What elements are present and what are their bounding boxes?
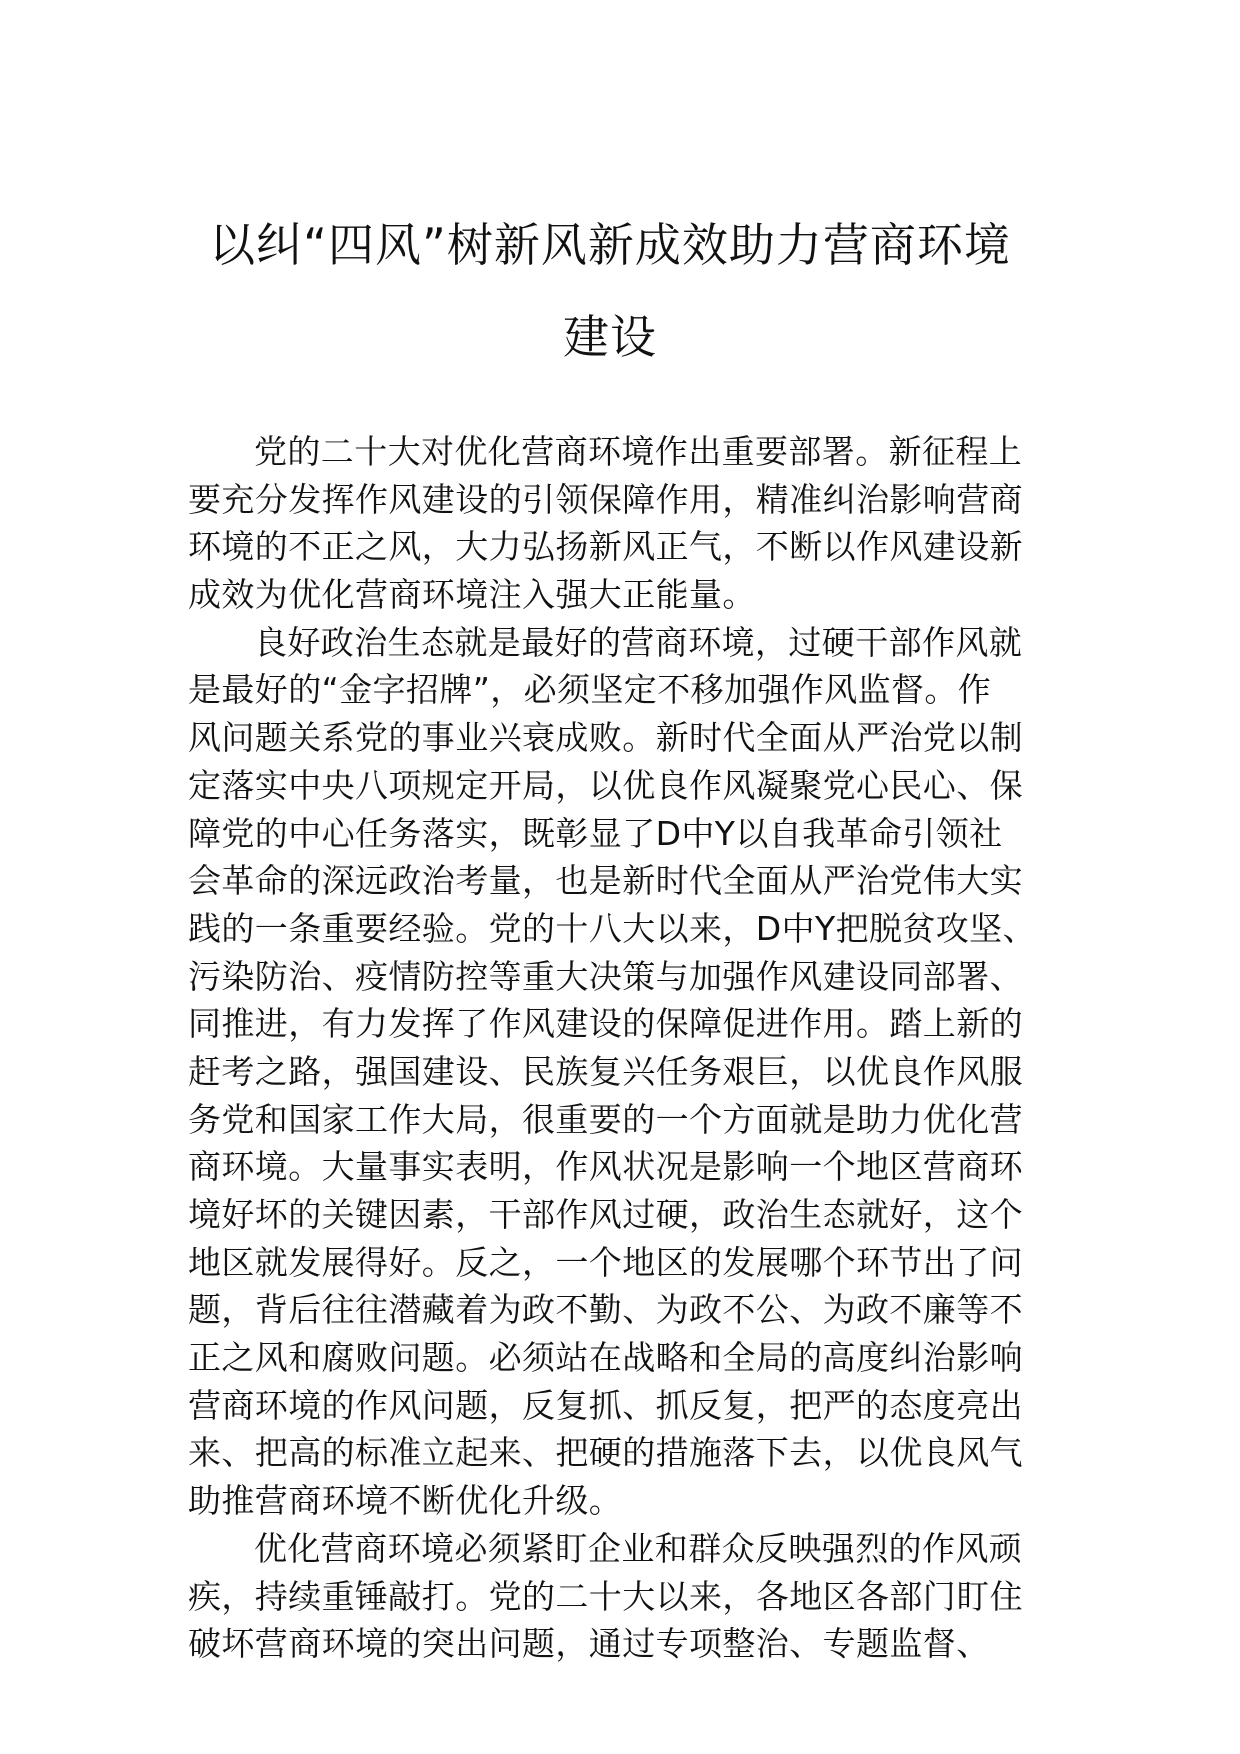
paragraph-3-line-3: 破坏营商环境的突出问题，通过专项整治、专题监督、 xyxy=(188,1624,990,1664)
paragraph-1-line-1: 党的二十大对优化营商环境作出重要部署。新征程上 xyxy=(254,432,1023,471)
paragraph-2-line-8: 污染防治、疫情防控等重大决策与加强作风建设同部署、 xyxy=(188,956,1023,996)
paragraph-2-line-9: 同推进，有力发挥了作风建设的保障促进作用。踏上新的 xyxy=(188,1004,1023,1044)
paragraph-2-line-2: 是最好的“金字招牌”，必须坚定不移加强作风监督。作 xyxy=(188,670,992,710)
paragraph-1-line-3: 环境的不正之风，大力弘扬新风正气，不断以作风建设新 xyxy=(188,527,1023,567)
paragraph-2-line-14: 地区就发展得好。反之，一个地区的发展哪个环节出了问 xyxy=(188,1242,1023,1282)
paragraph-2-line-7: 践的一条重要经验。党的十八大以来，D中Y把脱贫攻坚、 xyxy=(188,908,1036,948)
document-body xyxy=(188,428,1078,1668)
paragraph-2-line-17: 营商环境的作风问题，反复抓、抓反复，把严的态度亮出 xyxy=(188,1385,1023,1425)
paragraph-1-line-2: 要充分发挥作风建设的引领保障作用，精准纠治影响营商 xyxy=(188,479,1023,519)
paragraph-1-line-4: 成效为优化营商环境注入强大正能量。 xyxy=(188,575,756,615)
paragraph-2-line-19: 助推营商环境不断优化升级。 xyxy=(188,1481,623,1521)
paragraph-2-line-13: 境好坏的关键因素，干部作风过硬，政治生态就好，这个 xyxy=(188,1195,1023,1234)
paragraph-2-line-12: 商环境。大量事实表明，作风状况是影响一个地区营商环 xyxy=(188,1147,1023,1187)
paragraph-2-line-10: 赶考之路，强国建设、民族复兴任务艰巨，以优良作风服 xyxy=(188,1051,1023,1091)
paragraph-2-line-3: 风问题关系党的事业兴衰成败。新时代全面从严治党以制 xyxy=(188,718,1023,758)
paragraph-3-line-1: 优化营商环境必须紧盯企业和群众反映强烈的作风顽 xyxy=(254,1528,1023,1568)
document-title-line-1: 以纠“四风”树新风新成效助力营商环境 xyxy=(209,218,1011,272)
document-title-line-2: 建设 xyxy=(563,310,657,364)
paragraph-2-line-18: 来、把高的标准立起来、把硬的措施落下去，以优良风气 xyxy=(188,1433,1023,1473)
paragraph-2-line-6: 会革命的深远政治考量，也是新时代全面从严治党伟大实 xyxy=(188,861,1023,901)
paragraph-3-line-2: 疾，持续重锤敲打。党的二十大以来，各地区各部门盯住 xyxy=(188,1576,1023,1616)
paragraph-2-line-11: 务党和国家工作大局，很重要的一个方面就是助力优化营 xyxy=(188,1099,1023,1139)
paragraph-2-line-1: 良好政治生态就是最好的营商环境，过硬干部作风就 xyxy=(254,622,1023,662)
paragraph-2-line-5: 障党的中心任务落实，既彰显了D中Y以自我革命引领社 xyxy=(188,813,1003,853)
paragraph-2-line-15: 题，背后往往潜藏着为政不勤、为政不公、为政不廉等不 xyxy=(188,1290,1023,1330)
paragraph-2-line-16: 正之风和腐败问题。必须站在战略和全局的高度纠治影响 xyxy=(188,1338,1023,1378)
paragraph-2-line-4: 定落实中央八项规定开局，以优良作风凝聚党心民心、保 xyxy=(188,765,1023,805)
